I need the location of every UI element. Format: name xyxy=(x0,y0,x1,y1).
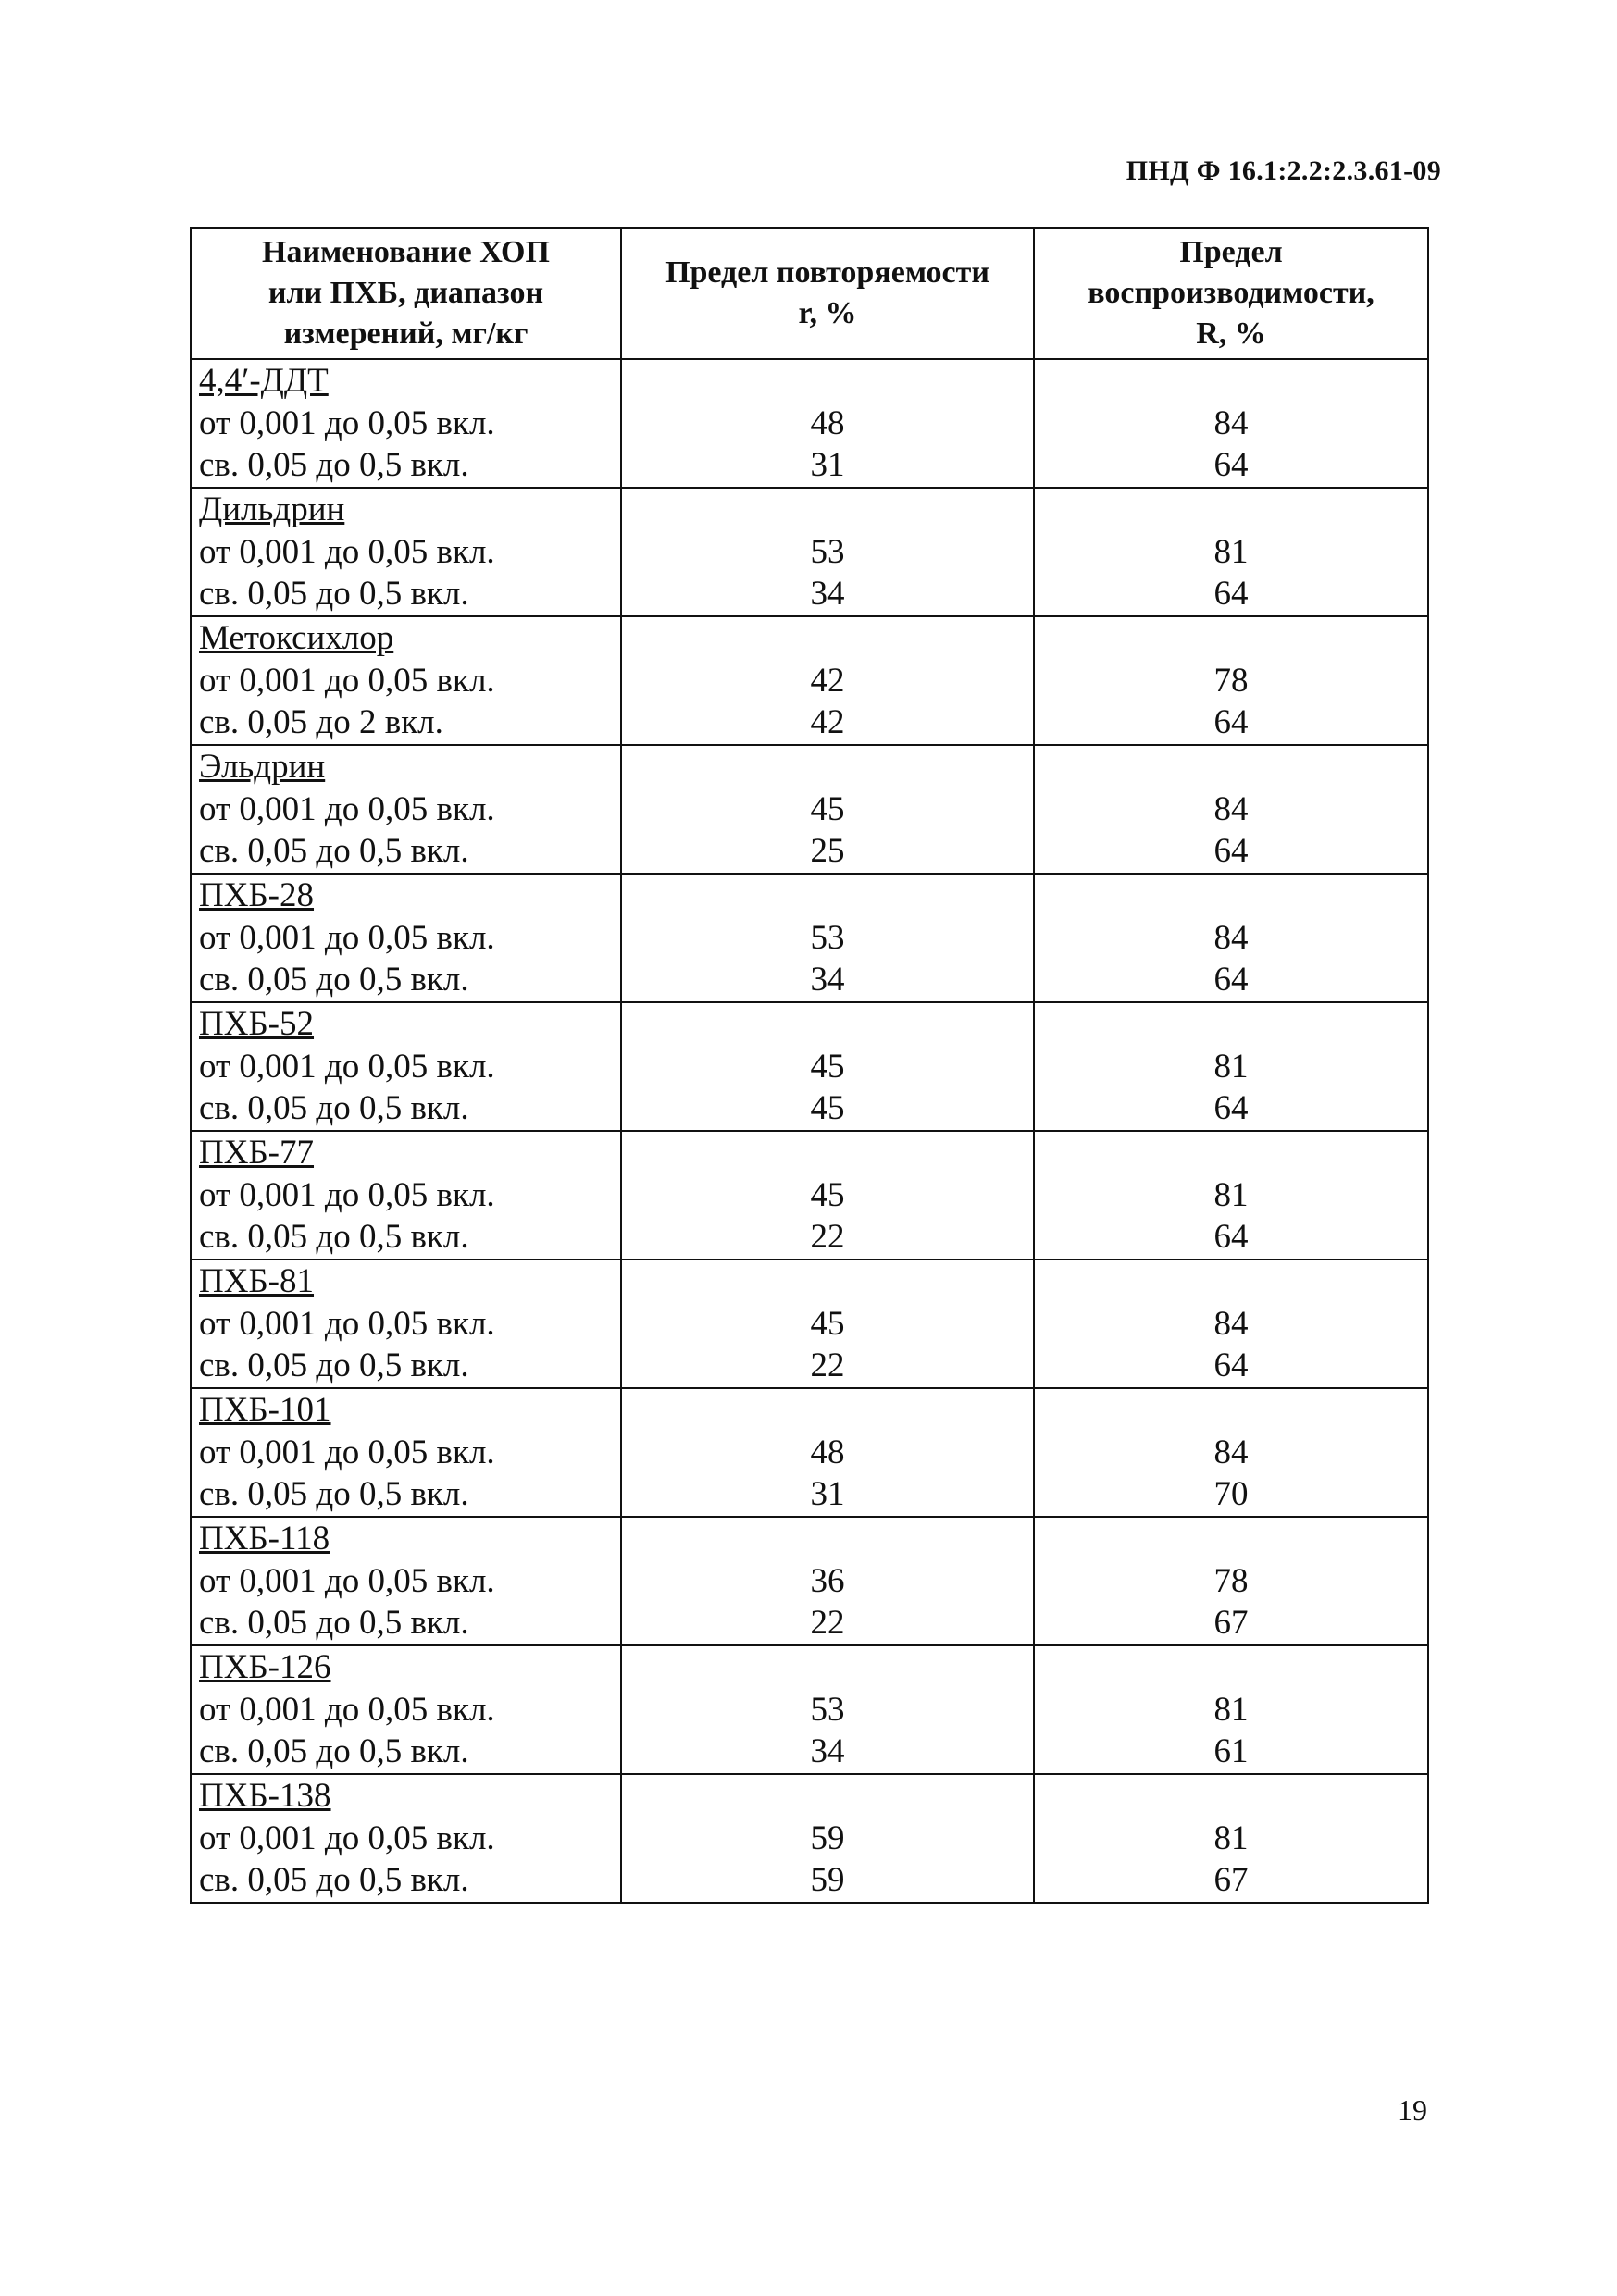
cell-spacer xyxy=(622,1775,1033,1818)
cell-spacer xyxy=(622,617,1033,660)
repeatability-value: 34 xyxy=(810,1732,845,1770)
compound-name: ПХБ-52 xyxy=(199,1005,315,1043)
compound-cell xyxy=(191,1260,621,1388)
cell-spacer xyxy=(1035,1518,1427,1560)
repeatability-cell xyxy=(621,359,1034,488)
table-row xyxy=(191,359,1428,488)
range-label: от 0,001 до 0,05 вкл. xyxy=(199,1047,495,1086)
cell-spacer xyxy=(622,489,1033,531)
repeatability-value: 36 xyxy=(810,1561,845,1600)
reproducibility-value: 81 xyxy=(1213,1175,1249,1214)
cell-spacer xyxy=(622,360,1033,403)
precision-limits-table xyxy=(190,227,1429,1904)
compound-name: ПХБ-81 xyxy=(199,1262,315,1300)
repeatability-value: 22 xyxy=(810,1218,845,1256)
reproducibility-value: 64 xyxy=(1213,703,1249,741)
repeatability-cell xyxy=(621,1260,1034,1388)
compound-cell xyxy=(191,1002,621,1131)
cell-spacer xyxy=(1035,1260,1427,1303)
cell-spacer xyxy=(1035,1775,1427,1818)
range-label: от 0,001 до 0,05 вкл. xyxy=(199,661,495,700)
cell-spacer xyxy=(1035,1003,1427,1046)
column-header-reproducibility-line: воспроизводимости, xyxy=(1088,276,1374,310)
compound-name: ПХБ-28 xyxy=(199,876,315,914)
range-label: св. 0,05 до 0,5 вкл. xyxy=(199,1347,469,1384)
repeatability-value: 45 xyxy=(810,789,845,828)
repeatability-value: 34 xyxy=(810,575,845,613)
repeatability-cell xyxy=(621,1774,1034,1903)
reproducibility-cell xyxy=(1034,1131,1428,1260)
compound-cell xyxy=(191,1517,621,1645)
column-header-reproducibility-line: R, % xyxy=(1196,316,1266,351)
reproducibility-cell xyxy=(1034,1260,1428,1388)
reproducibility-value: 78 xyxy=(1213,661,1249,700)
reproducibility-value: 61 xyxy=(1213,1732,1249,1770)
range-label: св. 0,05 до 0,5 вкл. xyxy=(199,961,469,999)
compound-name: ПХБ-138 xyxy=(199,1777,331,1815)
repeatability-cell xyxy=(621,1517,1034,1645)
compound-name: Дильдрин xyxy=(199,490,345,528)
repeatability-cell xyxy=(621,1002,1034,1131)
table-row xyxy=(191,1002,1428,1131)
repeatability-value: 22 xyxy=(810,1604,845,1642)
column-header-name-line: или ПХБ, диапазон xyxy=(267,276,544,310)
reproducibility-value: 78 xyxy=(1213,1561,1249,1600)
cell-spacer xyxy=(622,1389,1033,1432)
repeatability-value: 25 xyxy=(810,832,845,870)
reproducibility-cell xyxy=(1034,359,1428,488)
reproducibility-value: 70 xyxy=(1213,1475,1249,1513)
compound-name: ПХБ-126 xyxy=(199,1648,331,1686)
range-label: от 0,001 до 0,05 вкл. xyxy=(199,1175,495,1214)
range-label: св. 0,05 до 2 вкл. xyxy=(199,703,443,741)
repeatability-cell xyxy=(621,616,1034,745)
repeatability-value: 53 xyxy=(810,918,845,957)
cell-spacer xyxy=(1035,875,1427,917)
column-header-repeatability-line: r, % xyxy=(798,296,857,330)
range-label: от 0,001 до 0,05 вкл. xyxy=(199,918,495,957)
cell-spacer xyxy=(622,875,1033,917)
compound-cell xyxy=(191,488,621,616)
reproducibility-value: 81 xyxy=(1213,532,1249,571)
repeatability-cell xyxy=(621,1131,1034,1260)
compound-cell xyxy=(191,745,621,874)
range-label: св. 0,05 до 0,5 вкл. xyxy=(199,832,469,870)
range-label: св. 0,05 до 0,5 вкл. xyxy=(199,1604,469,1642)
table-row xyxy=(191,1388,1428,1517)
repeatability-value: 48 xyxy=(810,403,845,442)
table-row xyxy=(191,1774,1428,1903)
table-row xyxy=(191,1517,1428,1645)
repeatability-value: 53 xyxy=(810,532,845,571)
reproducibility-value: 64 xyxy=(1213,446,1249,484)
reproducibility-cell xyxy=(1034,745,1428,874)
cell-spacer xyxy=(622,1260,1033,1303)
compound-cell xyxy=(191,1131,621,1260)
reproducibility-value: 64 xyxy=(1213,1089,1249,1127)
repeatability-value: 42 xyxy=(810,661,845,700)
reproducibility-value: 81 xyxy=(1213,1818,1249,1857)
table-body xyxy=(191,359,1428,1903)
repeatability-cell xyxy=(621,745,1034,874)
column-header-name xyxy=(191,228,621,359)
range-label: от 0,001 до 0,05 вкл. xyxy=(199,1561,495,1600)
reproducibility-value: 64 xyxy=(1213,1347,1249,1384)
range-label: св. 0,05 до 0,5 вкл. xyxy=(199,1089,469,1127)
compound-name: ПХБ-77 xyxy=(199,1134,315,1172)
reproducibility-value: 84 xyxy=(1213,1433,1249,1471)
repeatability-value: 22 xyxy=(810,1347,845,1384)
repeatability-value: 45 xyxy=(810,1047,845,1086)
repeatability-cell xyxy=(621,874,1034,1002)
cell-spacer xyxy=(1035,360,1427,403)
range-label: от 0,001 до 0,05 вкл. xyxy=(199,1818,495,1857)
repeatability-value: 31 xyxy=(810,446,845,484)
cell-spacer xyxy=(622,1003,1033,1046)
reproducibility-value: 64 xyxy=(1213,961,1249,999)
cell-spacer xyxy=(622,1132,1033,1174)
range-label: св. 0,05 до 0,5 вкл. xyxy=(199,1475,469,1513)
range-label: от 0,001 до 0,05 вкл. xyxy=(199,532,495,571)
compound-cell xyxy=(191,616,621,745)
reproducibility-value: 81 xyxy=(1213,1047,1249,1086)
cell-spacer xyxy=(622,746,1033,788)
column-header-reproducibility xyxy=(1034,228,1428,359)
cell-spacer xyxy=(1035,1389,1427,1432)
repeatability-cell xyxy=(621,488,1034,616)
column-header-name-line: измерений, мг/кг xyxy=(283,316,529,351)
reproducibility-value: 84 xyxy=(1213,789,1249,828)
reproducibility-value: 64 xyxy=(1213,1218,1249,1256)
cell-spacer xyxy=(1035,1132,1427,1174)
reproducibility-cell xyxy=(1034,874,1428,1002)
repeatability-value: 53 xyxy=(810,1690,845,1729)
range-label: от 0,001 до 0,05 вкл. xyxy=(199,1690,495,1729)
range-label: св. 0,05 до 0,5 вкл. xyxy=(199,1218,469,1256)
repeatability-value: 34 xyxy=(810,961,845,999)
table-row xyxy=(191,1645,1428,1774)
compound-name: Метоксихлор xyxy=(199,619,394,657)
cell-spacer xyxy=(622,1646,1033,1689)
table-row xyxy=(191,874,1428,1002)
repeatability-value: 59 xyxy=(810,1861,845,1899)
reproducibility-value: 81 xyxy=(1213,1690,1249,1729)
repeatability-value: 45 xyxy=(810,1175,845,1214)
reproducibility-value: 67 xyxy=(1213,1861,1249,1899)
compound-name: ПХБ-101 xyxy=(199,1391,331,1429)
repeatability-value: 45 xyxy=(810,1089,845,1127)
table-header-row xyxy=(191,228,1428,359)
table-row xyxy=(191,1131,1428,1260)
reproducibility-cell xyxy=(1034,1774,1428,1903)
reproducibility-cell xyxy=(1034,616,1428,745)
cell-spacer xyxy=(1035,1646,1427,1689)
compound-name: ПХБ-118 xyxy=(199,1520,330,1558)
reproducibility-cell xyxy=(1034,1388,1428,1517)
cell-spacer xyxy=(1035,489,1427,531)
cell-spacer xyxy=(622,1518,1033,1560)
repeatability-value: 45 xyxy=(810,1304,845,1343)
table-row xyxy=(191,745,1428,874)
range-label: св. 0,05 до 0,5 вкл. xyxy=(199,1861,469,1899)
column-header-repeatability-line: Предел повторяемости xyxy=(665,255,989,290)
compound-cell xyxy=(191,1645,621,1774)
compound-cell xyxy=(191,1388,621,1517)
reproducibility-cell xyxy=(1034,488,1428,616)
cell-spacer xyxy=(1035,617,1427,660)
table-row xyxy=(191,616,1428,745)
range-label: от 0,001 до 0,05 вкл. xyxy=(199,403,495,442)
compound-cell xyxy=(191,359,621,488)
column-header-repeatability xyxy=(621,228,1034,359)
reproducibility-value: 64 xyxy=(1213,575,1249,613)
repeatability-value: 59 xyxy=(810,1818,845,1857)
table-header xyxy=(191,228,1428,359)
reproducibility-value: 84 xyxy=(1213,918,1249,957)
reproducibility-value: 64 xyxy=(1213,832,1249,870)
reproducibility-cell xyxy=(1034,1645,1428,1774)
compound-name: Эльдрин xyxy=(199,748,326,786)
range-label: от 0,001 до 0,05 вкл. xyxy=(199,1433,495,1471)
range-label: от 0,001 до 0,05 вкл. xyxy=(199,789,495,828)
range-label: св. 0,05 до 0,5 вкл. xyxy=(199,1732,469,1770)
reproducibility-value: 67 xyxy=(1213,1604,1249,1642)
compound-cell xyxy=(191,1774,621,1903)
reproducibility-cell xyxy=(1034,1002,1428,1131)
compound-name: 4,4′-ДДТ xyxy=(199,362,329,400)
repeatability-value: 48 xyxy=(810,1433,845,1471)
column-header-reproducibility-line: Предел xyxy=(1179,235,1283,269)
repeatability-cell xyxy=(621,1388,1034,1517)
reproducibility-cell xyxy=(1034,1517,1428,1645)
repeatability-value: 42 xyxy=(810,703,845,741)
document-code: ПНД Ф 16.1:2.2:2.3.61-09 xyxy=(1126,155,1441,186)
reproducibility-value: 84 xyxy=(1213,1304,1249,1343)
table-row xyxy=(191,488,1428,616)
compound-cell xyxy=(191,874,621,1002)
repeatability-value: 31 xyxy=(810,1475,845,1513)
cell-spacer xyxy=(1035,746,1427,788)
table-row xyxy=(191,1260,1428,1388)
page-number: 19 xyxy=(1398,2093,1427,2127)
repeatability-cell xyxy=(621,1645,1034,1774)
range-label: св. 0,05 до 0,5 вкл. xyxy=(199,575,469,613)
range-label: св. 0,05 до 0,5 вкл. xyxy=(199,446,469,484)
reproducibility-value: 84 xyxy=(1213,403,1249,442)
column-header-name-line: Наименование ХОП xyxy=(262,235,550,269)
range-label: от 0,001 до 0,05 вкл. xyxy=(199,1304,495,1343)
